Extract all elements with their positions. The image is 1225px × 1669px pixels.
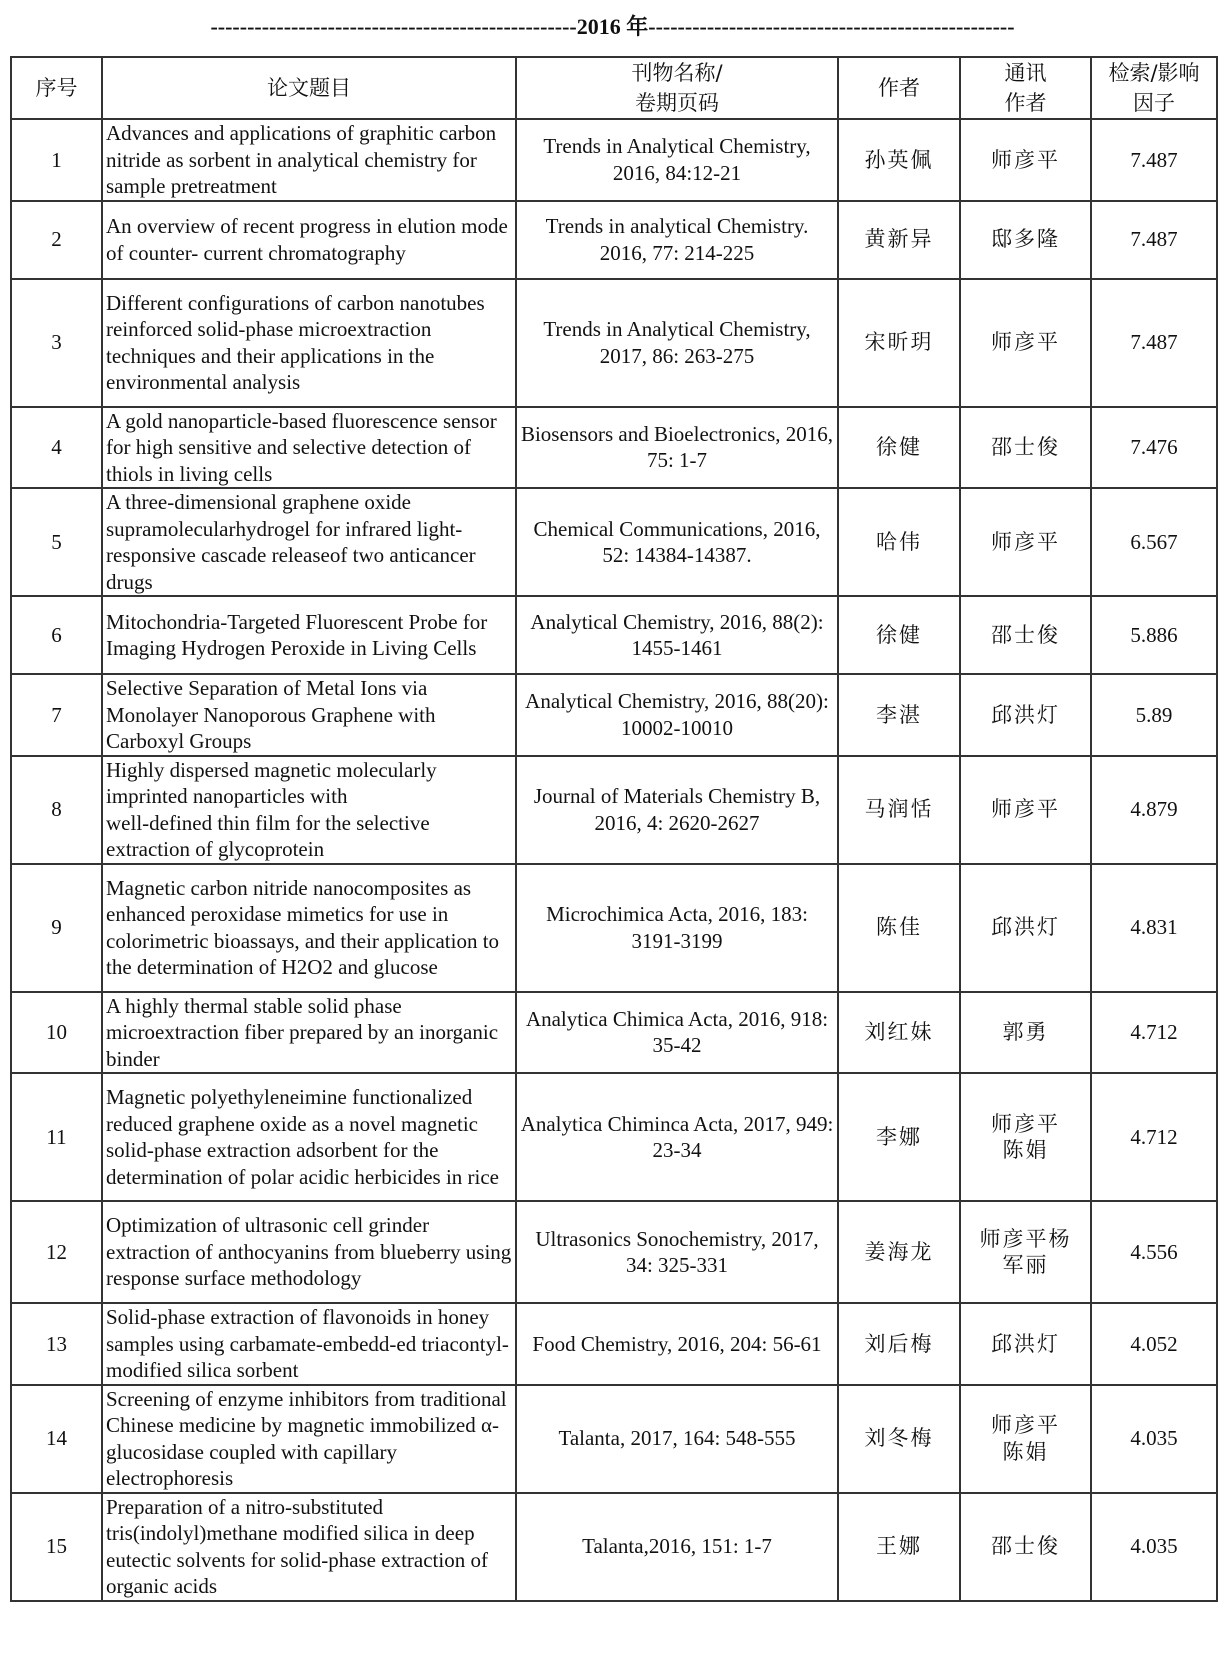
- row-impact-factor: 4.879: [1091, 756, 1217, 864]
- row-author: 孙英佩: [838, 119, 960, 201]
- row-impact-factor: 4.035: [1091, 1493, 1217, 1601]
- row-author: 刘后梅: [838, 1303, 960, 1385]
- row-index: 2: [11, 201, 102, 279]
- row-impact-factor: 5.89: [1091, 674, 1217, 756]
- row-impact-factor: 7.487: [1091, 279, 1217, 407]
- table-row: [11, 864, 1217, 992]
- row-title: A gold nanoparticle-based fluorescence sensor for high sensitive and selective detection of thiols in living cells: [102, 407, 516, 489]
- row-author: 李湛: [838, 674, 960, 756]
- table-row: [11, 674, 1217, 756]
- row-journal: Analytical Chemistry, 2016, 88(2): 1455-1461: [516, 596, 838, 674]
- table-row: [11, 1201, 1217, 1303]
- row-author: 黄新异: [838, 201, 960, 279]
- row-index: 15: [11, 1493, 102, 1601]
- row-title: Magnetic polyethyleneimine functionalized reduced graphene oxide as a novel magnetic solid-phase extraction adsorbent for the determination of polar acidic herbicides in rice: [102, 1073, 516, 1201]
- row-journal: Analytica Chiminca Acta, 2017, 949: 23-34: [516, 1073, 838, 1201]
- row-corresponding-author: 邵士俊: [960, 407, 1091, 489]
- row-author: 马润恬: [838, 756, 960, 864]
- row-corresponding-author: 师彦平 陈娟: [960, 1385, 1091, 1493]
- table-row: [11, 1303, 1217, 1385]
- row-index: 10: [11, 992, 102, 1074]
- row-journal: Chemical Communications, 2016, 52: 14384-14387.: [516, 488, 838, 596]
- row-index: 11: [11, 1073, 102, 1201]
- row-title: A highly thermal stable solid phase microextraction fiber prepared by an inorganic binder: [102, 992, 516, 1074]
- row-author: 徐健: [838, 596, 960, 674]
- row-index: 3: [11, 279, 102, 407]
- row-corresponding-author: 师彦平: [960, 756, 1091, 864]
- table-row: [11, 596, 1217, 674]
- row-corresponding-author: 邸多隆: [960, 201, 1091, 279]
- row-author: 刘冬梅: [838, 1385, 960, 1493]
- row-index: 1: [11, 119, 102, 201]
- table-row: [11, 756, 1217, 864]
- row-journal: Microchimica Acta, 2016, 183: 3191-3199: [516, 864, 838, 992]
- row-author: 哈伟: [838, 488, 960, 596]
- row-journal: Talanta,2016, 151: 1-7: [516, 1493, 838, 1601]
- row-impact-factor: 4.712: [1091, 992, 1217, 1074]
- row-index: 13: [11, 1303, 102, 1385]
- row-corresponding-author: 邱洪灯: [960, 674, 1091, 756]
- table-row: [11, 488, 1217, 596]
- row-title: Highly dispersed magnetic molecularly imprinted nanoparticles with well-defined thin film for the selective extraction of glycoprotein: [102, 756, 516, 864]
- row-impact-factor: 6.567: [1091, 488, 1217, 596]
- row-journal: Journal of Materials Chemistry B, 2016, 4: 2620-2627: [516, 756, 838, 864]
- table-row: [11, 992, 1217, 1074]
- row-corresponding-author: 师彦平: [960, 279, 1091, 407]
- table-row: [11, 119, 1217, 201]
- header-corresponding: 通讯 作者: [960, 57, 1091, 119]
- row-corresponding-author: 师彦平: [960, 119, 1091, 201]
- row-author: 刘红妹: [838, 992, 960, 1074]
- row-journal: Trends in analytical Chemistry. 2016, 77: 214-225: [516, 201, 838, 279]
- row-impact-factor: 4.556: [1091, 1201, 1217, 1303]
- row-corresponding-author: 郭勇: [960, 992, 1091, 1074]
- row-title: Different configurations of carbon nanotubes reinforced solid-phase microextraction techniques and their applications in the environmental analysis: [102, 279, 516, 407]
- row-corresponding-author: 师彦平: [960, 488, 1091, 596]
- row-author: 姜海龙: [838, 1201, 960, 1303]
- row-impact-factor: 4.052: [1091, 1303, 1217, 1385]
- row-journal: Trends in Analytical Chemistry, 2017, 86: 263-275: [516, 279, 838, 407]
- header-journal: 刊物名称/ 卷期页码: [516, 57, 838, 119]
- header-impact: 检索/影响 因子: [1091, 57, 1217, 119]
- row-journal: Biosensors and Bioelectronics, 2016, 75: 1-7: [516, 407, 838, 489]
- row-index: 6: [11, 596, 102, 674]
- row-author: 李娜: [838, 1073, 960, 1201]
- row-title: Optimization of ultrasonic cell grinder extraction of anthocyanins from blueberry using response surface methodology: [102, 1201, 516, 1303]
- header-index: 序号: [11, 57, 102, 119]
- row-author: 陈佳: [838, 864, 960, 992]
- page-title: --------------------------------------------------2016 年--------------------------------------------------: [210, 14, 1015, 39]
- row-corresponding-author: 师彦平 陈娟: [960, 1073, 1091, 1201]
- row-impact-factor: 7.476: [1091, 407, 1217, 489]
- table-header-row: [11, 57, 1217, 119]
- row-impact-factor: 4.831: [1091, 864, 1217, 992]
- row-title: Solid-phase extraction of flavonoids in honey samples using carbamate-embedd-ed triacontyl-modified silica sorbent: [102, 1303, 516, 1385]
- row-journal: Ultrasonics Sonochemistry, 2017, 34: 325-331: [516, 1201, 838, 1303]
- row-title: Preparation of a nitro-substituted tris(indolyl)methane modified silica in deep eutectic solvents for solid-phase extraction of organic acids: [102, 1493, 516, 1601]
- row-title: An overview of recent progress in elution mode of counter- current chromatography: [102, 201, 516, 279]
- table-row: [11, 201, 1217, 279]
- table-row: [11, 1073, 1217, 1201]
- table-row: [11, 279, 1217, 407]
- row-index: 5: [11, 488, 102, 596]
- row-author: 宋昕玥: [838, 279, 960, 407]
- papers-table: [10, 56, 1218, 1602]
- row-index: 12: [11, 1201, 102, 1303]
- row-title: A three-dimensional graphene oxide supramolecularhydrogel for infrared light-responsive cascade releaseof two anticancer drugs: [102, 488, 516, 596]
- row-journal: Analytica Chimica Acta, 2016, 918: 35-42: [516, 992, 838, 1074]
- row-impact-factor: 4.712: [1091, 1073, 1217, 1201]
- row-impact-factor: 4.035: [1091, 1385, 1217, 1493]
- row-title: Screening of enzyme inhibitors from traditional Chinese medicine by magnetic immobilized α-glucosidase coupled with capillary electrophoresis: [102, 1385, 516, 1493]
- row-index: 14: [11, 1385, 102, 1493]
- row-corresponding-author: 邵士俊: [960, 596, 1091, 674]
- table-row: [11, 1385, 1217, 1493]
- row-title: Mitochondria-Targeted Fluorescent Probe for Imaging Hydrogen Peroxide in Living Cells: [102, 596, 516, 674]
- row-author: 王娜: [838, 1493, 960, 1601]
- row-corresponding-author: 邱洪灯: [960, 864, 1091, 992]
- row-journal: Food Chemistry, 2016, 204: 56-61: [516, 1303, 838, 1385]
- row-index: 9: [11, 864, 102, 992]
- row-title: Magnetic carbon nitride nanocomposites as enhanced peroxidase mimetics for use in colorimetric bioassays, and their application to the determination of H2O2 and glucose: [102, 864, 516, 992]
- row-corresponding-author: 师彦平杨 军丽: [960, 1201, 1091, 1303]
- table-row: [11, 1493, 1217, 1601]
- header-author: 作者: [838, 57, 960, 119]
- row-journal: Analytical Chemistry, 2016, 88(20): 10002-10010: [516, 674, 838, 756]
- row-impact-factor: 5.886: [1091, 596, 1217, 674]
- row-index: 4: [11, 407, 102, 489]
- row-title: Advances and applications of graphitic carbon nitride as sorbent in analytical chemistry for sample pretreatment: [102, 119, 516, 201]
- header-title: 论文题目: [102, 57, 516, 119]
- row-author: 徐健: [838, 407, 960, 489]
- row-journal: Talanta, 2017, 164: 548-555: [516, 1385, 838, 1493]
- row-impact-factor: 7.487: [1091, 119, 1217, 201]
- row-corresponding-author: 邱洪灯: [960, 1303, 1091, 1385]
- table-row: [11, 407, 1217, 489]
- row-corresponding-author: 邵士俊: [960, 1493, 1091, 1601]
- row-title: Selective Separation of Metal Ions via Monolayer Nanoporous Graphene with Carboxyl Groups: [102, 674, 516, 756]
- row-journal: Trends in Analytical Chemistry, 2016, 84:12-21: [516, 119, 838, 201]
- row-impact-factor: 7.487: [1091, 201, 1217, 279]
- row-index: 7: [11, 674, 102, 756]
- row-index: 8: [11, 756, 102, 864]
